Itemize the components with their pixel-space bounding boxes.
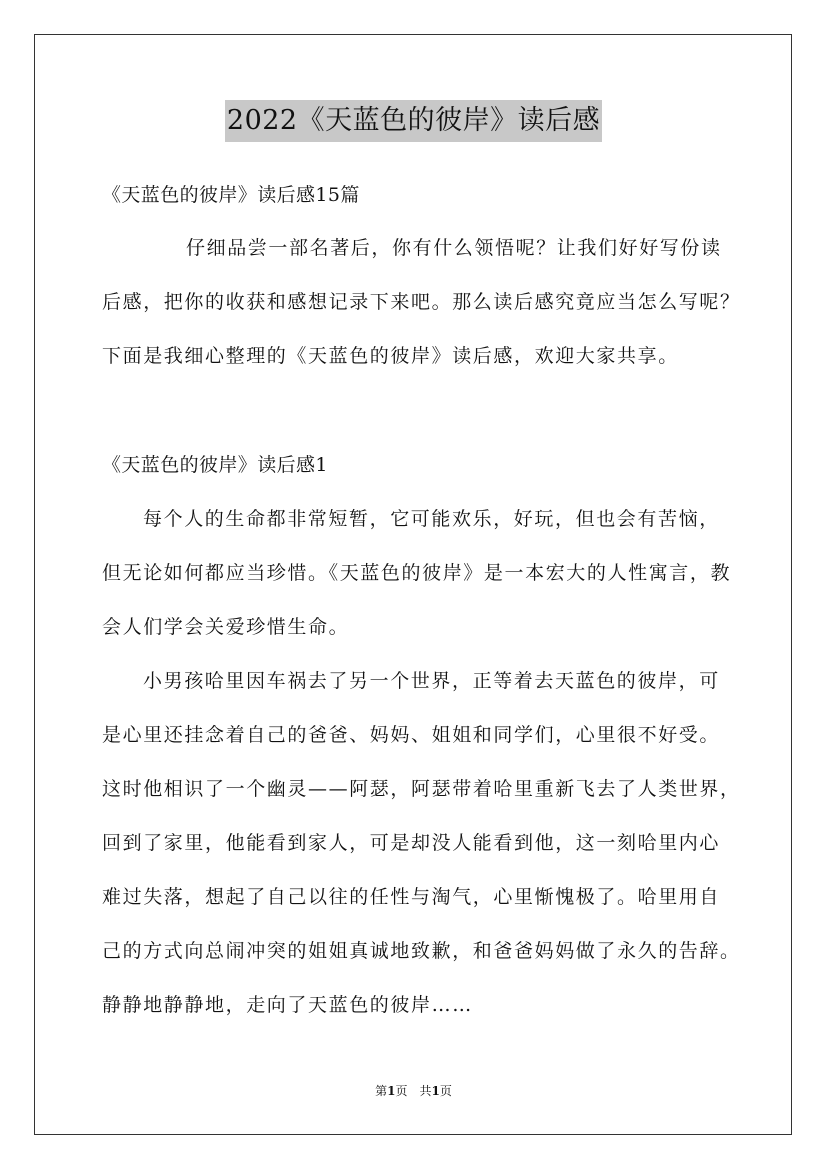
intro-line: 下面是我细心整理的《天蓝色的彼岸》读后感，欢迎大家共享。 xyxy=(102,345,679,367)
paragraph-line: 己的方式向总闹冲突的姐姐真诚地致歉，和爸爸妈妈做了永久的告辞。 xyxy=(102,940,741,962)
footer-current-page: 1 xyxy=(387,1084,396,1098)
page-footer xyxy=(0,1083,827,1099)
paragraph-line: 是心里还挂念着自己的爸爸、妈妈、姐姐和同学们，心里很不好受。 xyxy=(102,724,721,746)
paragraph-line: 回到了家里，他能看到家人，可是却没人能看到他，这一刻哈里内心 xyxy=(102,832,721,854)
paragraph-line: 但无论如何都应当珍惜。《天蓝色的彼岸》是一本宏大的人性寓言，教 xyxy=(102,562,732,584)
footer-suffix: 页 xyxy=(439,1084,452,1098)
intro-line: 仔细品尝一部名著后，你有什么领悟呢？让我们好好写份读 xyxy=(186,237,722,259)
paragraph-line: 这时他相识了一个幽灵——阿瑟，阿瑟带着哈里重新飞去了人类世界， xyxy=(102,778,741,800)
footer-mid: 页 共 xyxy=(395,1084,432,1098)
subtitle: 《天蓝色的彼岸》读后感15篇 xyxy=(102,184,360,206)
paragraph-line: 小男孩哈里因车祸去了另一个世界，正等着去天蓝色的彼岸，可 xyxy=(143,670,720,692)
paragraph-line: 难过失落，想起了自己以往的任性与淘气，心里惭愧极了。哈里用自 xyxy=(102,886,721,908)
footer-total-pages: 1 xyxy=(431,1084,440,1098)
intro-line: 后感，把你的收获和感想记录下来吧。那么读后感究竟应当怎么写呢？ xyxy=(102,291,741,313)
section-heading: 《天蓝色的彼岸》读后感1 xyxy=(102,454,328,476)
document-title-wrapper xyxy=(0,100,827,142)
document-title: 2022《天蓝色的彼岸》读后感 xyxy=(225,100,602,142)
paragraph-line: 静静地静静地，走向了天蓝色的彼岸…… xyxy=(102,994,473,1016)
paragraph-line: 会人们学会关爱珍惜生命。 xyxy=(102,616,350,638)
paragraph-line: 每个人的生命都非常短暂，它可能欢乐，好玩，但也会有苦恼， xyxy=(143,508,720,530)
footer-prefix: 第 xyxy=(375,1084,388,1098)
